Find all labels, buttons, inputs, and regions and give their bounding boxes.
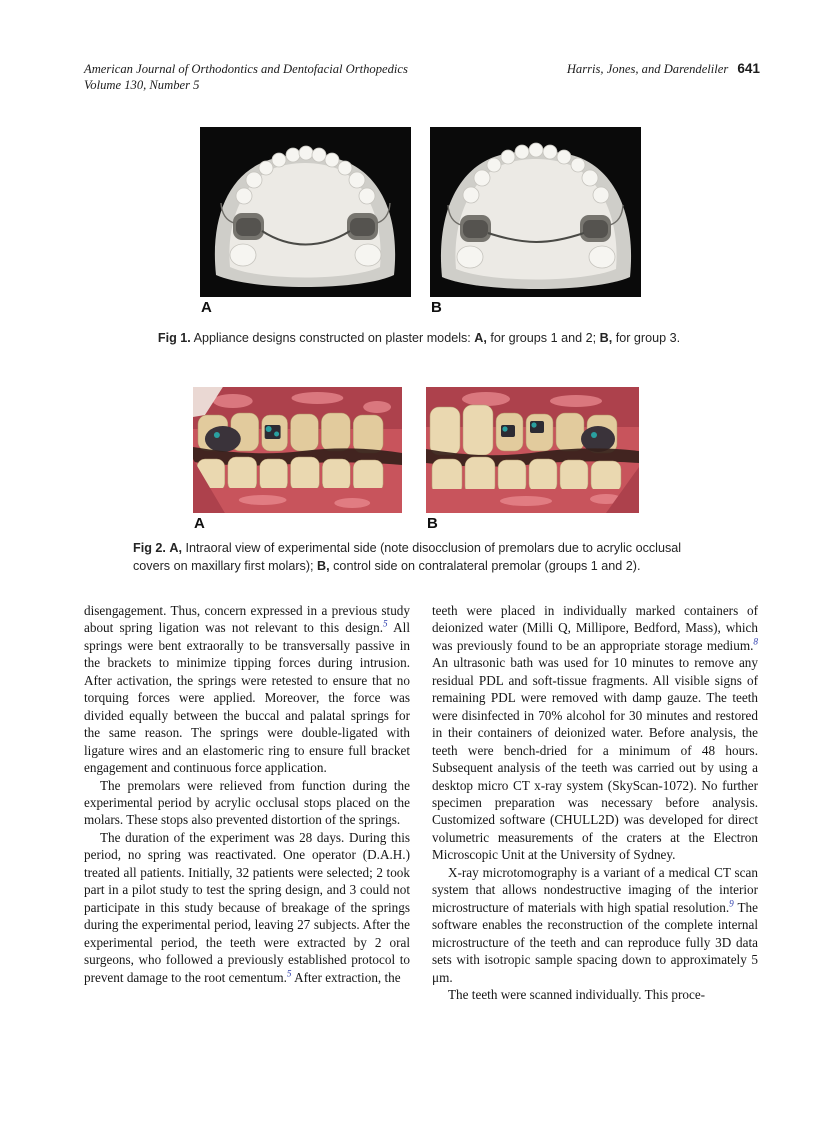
journal-info: [84, 61, 408, 93]
plaster-model-image-b: [430, 127, 641, 297]
text-segment: for groups 1 and 2;: [486, 331, 600, 345]
figure1-panel-a: [200, 127, 411, 297]
paragraph: [84, 777, 410, 829]
body-column-left: [84, 602, 410, 986]
text-segment: Intraoral view of experimental side (note disocclusion of premolars due to acrylic occlusal covers on maxillary first molars);: [133, 541, 682, 573]
text-segment: disengagement. Thus, concern expressed in a previous study about spring ligation was not relevant to this design.: [84, 603, 410, 636]
intraoral-photo-b: [426, 387, 639, 513]
text-segment: The duration of the experiment was 28 days. During this period, no spring was reactivated. One operator (D.A.H.) treated all patients. Initially, 32 patients were selected; 2 took part in a pilot study to test the spring design, and 3 could not participate in this study because of breakage of the springs during the experimental period, leaving 27 subjects. After the experimental period, the teeth were extracted by 2 oral surgeons, who followed a previously established protocol to prevent damage to the root cementum.: [84, 829, 410, 985]
paragraph: [432, 602, 758, 864]
journal-volume: Volume 130, Number 5: [84, 78, 200, 92]
text-segment: X-ray microtomography is a variant of a medical CT scan system that allows nondestructive imaging of the interior microstructure of materials with high spatial resolution.: [432, 864, 758, 915]
caption-bold-text: B,: [599, 331, 613, 345]
paragraph: [84, 829, 410, 986]
caption-bold-text: Fig 1.: [157, 331, 191, 345]
text-segment: An ultrasonic bath was used for 10 minutes to remove any residual PDL and soft-tissue fragments. All visible signs of remaining PDL were removed with damp gauze. The teeth were disinfected in 70% alcohol for 30 minutes and restored in their containers of deionized water. Before analysis, the teeth were bench-dried for a minimum of 48 hours. Subsequent analysis of the teeth was carried out by using a desktop micro CT x-ray system (SkyScan-1072). No further specimen preparation was necessary before analysis. Customized software (CHULL2D) was developed for direct volumetric measurements of the craters at the Electron Microscopic Unit at the University of Sydney.: [432, 655, 758, 863]
figure2-caption: [133, 539, 711, 575]
plaster-model-image-a: [200, 127, 411, 297]
figure2-label-a: A: [194, 515, 205, 532]
reference-link[interactable]: 5: [383, 619, 388, 630]
body-column-right: [432, 602, 758, 1003]
figure1-label-a: A: [201, 299, 212, 316]
text-segment: The teeth were scanned individually. This proce-: [448, 986, 706, 1002]
text-segment: The premolars were relieved from function during the experimental period by acrylic occlusal stops placed on the molars. These stops also prevented distortion of the springs.: [84, 777, 410, 828]
caption-bold-text: Fig 2.: [133, 541, 166, 555]
caption-bold-text: A,: [169, 541, 182, 555]
intraoral-photo-a: [193, 387, 402, 513]
figure2-panel-b: [426, 387, 639, 513]
text-segment: control side on contralateral premolar (groups 1 and 2).: [329, 559, 641, 573]
caption-bold-text: B,: [317, 559, 330, 573]
reference-link[interactable]: 9: [729, 898, 734, 909]
text-segment: Appliance designs constructed on plaster models:: [190, 331, 475, 345]
paragraph: [84, 602, 410, 777]
page-number: 641: [737, 61, 760, 76]
caption-bold-text: A,: [474, 331, 487, 345]
text-segment: for group 3.: [612, 331, 681, 345]
paragraph: [432, 864, 758, 986]
figure2-label-b: B: [427, 515, 438, 532]
figure-2: [193, 387, 639, 533]
reference-link[interactable]: 5: [286, 968, 292, 979]
running-head: [567, 61, 760, 77]
figure1-label-b: B: [431, 299, 442, 316]
text-segment: All springs were bent extraorally to be transversally passive in the brackets to minimize tipping forces during intrusion. After activation, the springs were retested to ensure that no torquing forces were applied. Moreover, the force was divided equally between the buccal and palatal springs for the same reason. The springs were double-ligated with ligature wires and an elastomeric ring to ensure full bracket engagement and continuous force application.: [84, 620, 410, 776]
figure-1: [200, 127, 641, 317]
page-header: [84, 61, 760, 93]
figure1-panel-b: [430, 127, 641, 297]
text-segment: After extraction, the: [291, 969, 401, 985]
text-segment: The software enables the reconstruction of the complete internal microstructure of the teeth and can reproduce fully 3D data sets with isotropic sample spacing down to approximately 5 μm.: [432, 899, 758, 985]
journal-title: American Journal of Orthodontics and Dentofacial Orthopedics: [84, 62, 408, 76]
figure1-caption: [0, 329, 838, 347]
reference-link[interactable]: 8: [753, 636, 758, 647]
figure2-panel-a: [193, 387, 402, 513]
text-segment: teeth were placed in individually marked containers of deionized water (Milli Q, Millipore, Bedford, Mass), which was previously found to be an appropriate storage medium.: [432, 603, 758, 653]
running-head-authors: Harris, Jones, and Darendeliler: [566, 62, 729, 76]
paragraph: [432, 986, 758, 1003]
